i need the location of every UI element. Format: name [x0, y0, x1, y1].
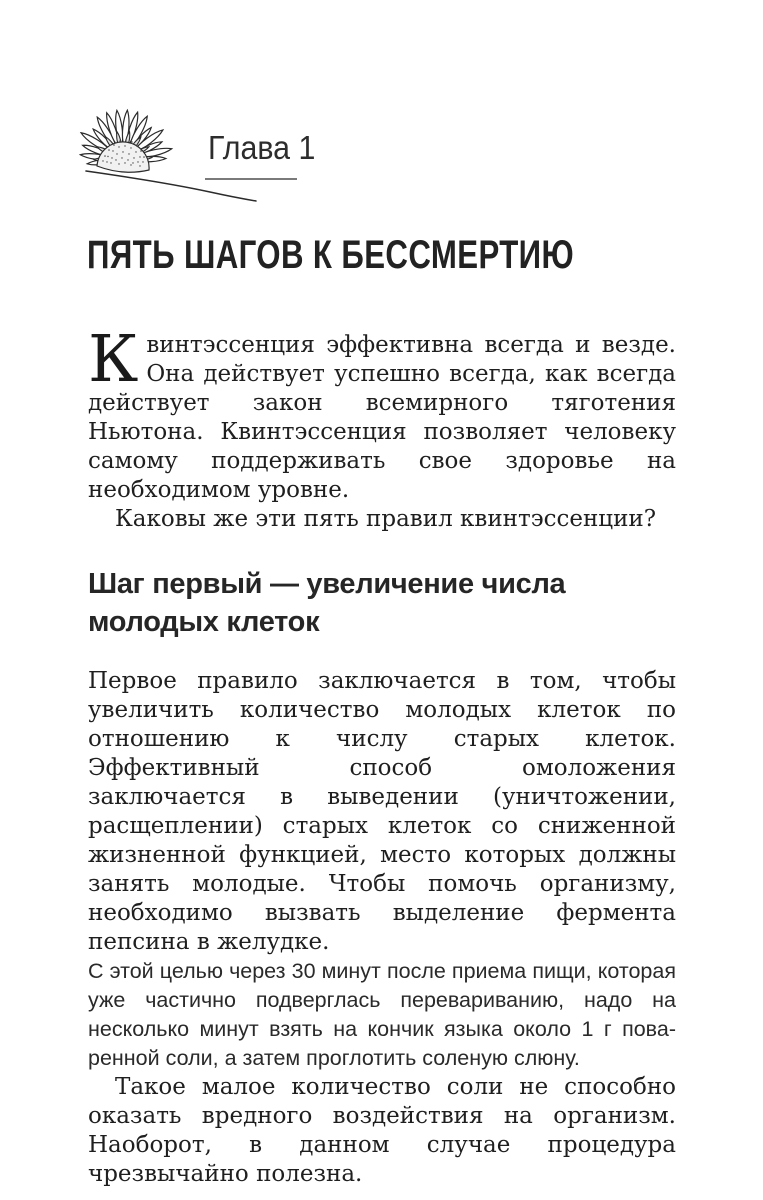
chapter-label: Глава 1 [208, 129, 316, 166]
intro-paragraph [88, 322, 676, 505]
page-title: ПЯТЬ ШАГОВ К БЕССМЕРТИЮ [87, 232, 575, 277]
horizon-curve [86, 171, 256, 201]
section-heading: Шаг первый — увеличение числа молодых клеток [88, 568, 566, 638]
note-block: С этой целью через 30 минут после приема пищи, которая уже частично подверглась перевариванию, надо на несколько минут взять на кончик языка около 1 г поваренной соли, а затем проглотить соленую слюну. [88, 959, 676, 1070]
section-paragraph-2: Такое малое количество соли не способно оказать вредного воздействия на организм. Наоборот, в данном случае процедура чрезвычайно полезна. [88, 1074, 676, 1187]
drop-cap-letter: К [88, 322, 139, 397]
section-paragraph-1: Первое правило заключается в том, чтобы увеличить количество молодых клеток по отношению к числу старых клеток. Эффективный способ омоложения заключается в выведении (уничтожении, расщеплении) старых клеток со сниженной жизненной функцией, место которых должны занять молодые. Чтобы помочь организму, необходимо вызвать выделение фермента пепсина в желудке. [88, 668, 676, 955]
intro-paragraph-text: винтэссенция эффективна всегда и везде. Она действует успешно всегда, как всегда действует закон всемирного тяготения Ньютона. Квинтэссенция позволяет человеку самому поддерживать свое здоровье на необходимом уровне. [88, 332, 676, 503]
chapter-body [88, 322, 676, 1189]
question-paragraph: Каковы же эти пять правил квинтэссенции? [115, 506, 657, 532]
